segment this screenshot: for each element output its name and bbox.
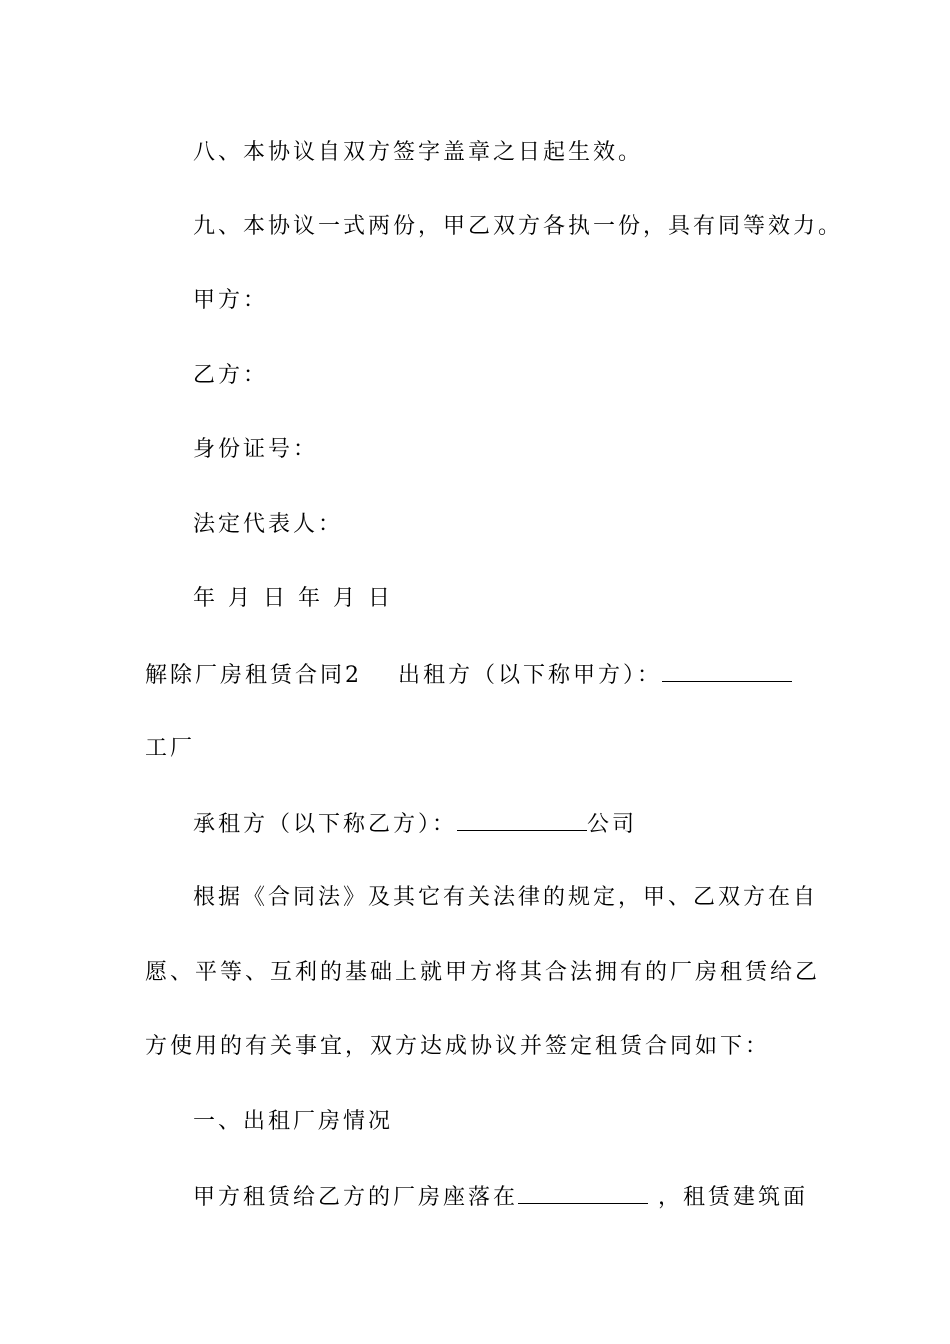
party-b-label: 乙方： [193, 363, 269, 388]
lessor-label: 出租方（以下称甲方）： [398, 663, 663, 688]
legal-representative-label: 法定代表人： [193, 512, 344, 537]
lessor-name-blank [662, 659, 792, 682]
area-label: ，租赁建筑面 [658, 1185, 809, 1210]
lessee-name-blank [457, 808, 587, 831]
paragraph-line-2: 愿、平等、互利的基础上就甲方将其合法拥有的厂房租赁给乙 [145, 960, 821, 985]
clause-8: 八、本协议自双方签字盖章之日起生效。 [193, 140, 644, 165]
contract-heading-line [145, 659, 810, 689]
contract-title: 解除厂房租赁合同2 [145, 663, 362, 688]
lessee-line [193, 808, 810, 838]
party-a-label: 甲方： [193, 288, 269, 313]
location-label: 甲方租赁给乙方的厂房座落在 [193, 1185, 519, 1210]
paragraph-line-3: 方使用的有关事宜，双方达成协议并签定租赁合同如下： [145, 1034, 771, 1059]
company-text: 公司 [587, 812, 638, 837]
date-line: 年 月 日 年 月 日 [193, 586, 393, 611]
id-number-label: 身份证号： [193, 437, 319, 462]
lessee-label: 承租方（以下称乙方）： [193, 812, 458, 837]
location-blank [518, 1181, 648, 1204]
factory-text: 工厂 [145, 736, 196, 761]
clause-9: 九、本协议一式两份，甲乙双方各执一份，具有同等效力。 [193, 214, 844, 239]
paragraph-line-1: 根据《合同法》及其它有关法律的规定，甲、乙双方在自 [193, 885, 819, 910]
location-line [193, 1181, 810, 1211]
section-1-title: 一、出租厂房情况 [193, 1109, 394, 1134]
